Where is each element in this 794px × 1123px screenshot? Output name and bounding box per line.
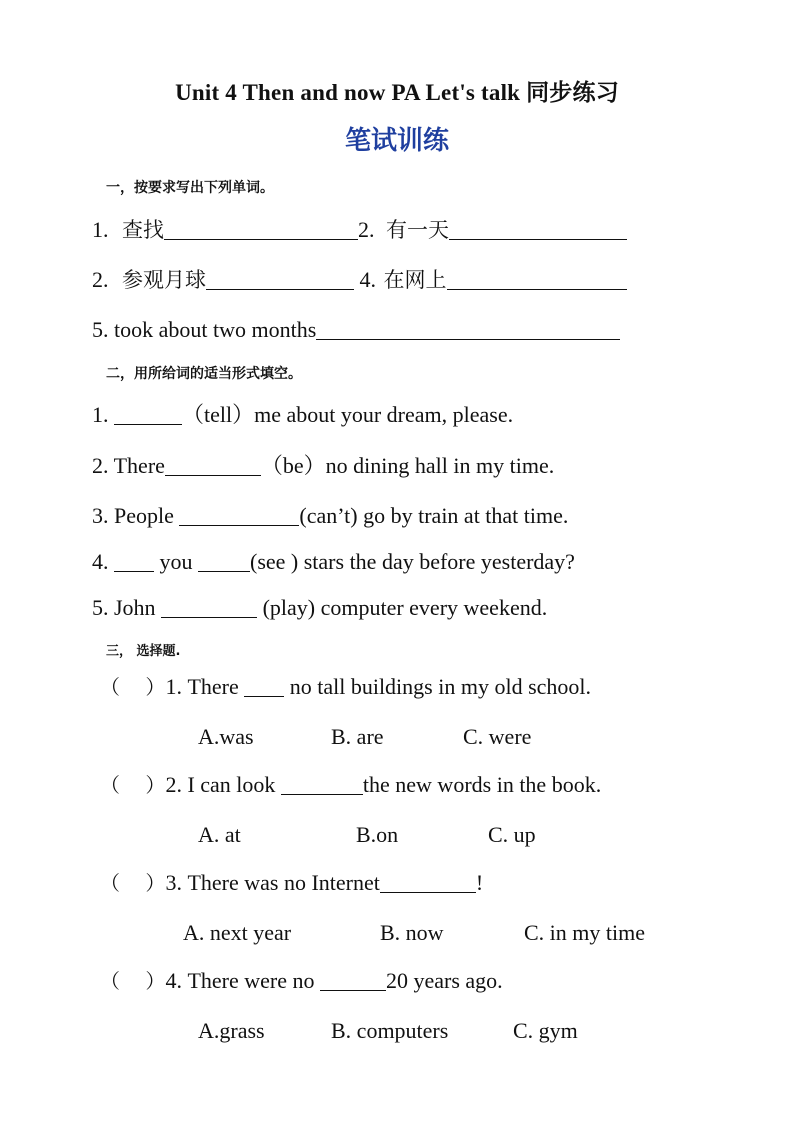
s2-item4-mid: you bbox=[159, 549, 193, 574]
s2-item-4 bbox=[92, 547, 575, 577]
s2-item-2 bbox=[92, 451, 554, 481]
s1-item5-blank[interactable] bbox=[316, 317, 620, 340]
s2-item2-blank[interactable] bbox=[165, 453, 261, 476]
s2-item2-after: （be）no dining hall in my time. bbox=[260, 453, 555, 478]
s1-row-2 bbox=[92, 265, 627, 295]
s2-item4-num: 4. bbox=[92, 549, 109, 574]
s3-q2-num: 2. bbox=[165, 772, 182, 797]
s3-q2-before: I can look bbox=[187, 772, 276, 797]
s3-q4-blank bbox=[320, 968, 386, 991]
s3-question-3 bbox=[100, 868, 483, 898]
s3-q4-answer-bracket[interactable]: （ ） bbox=[100, 969, 166, 993]
s3-q3-answer-bracket[interactable]: （ ） bbox=[100, 871, 166, 895]
s2-item3-num: 3. bbox=[92, 503, 109, 528]
s3-q1-option-a[interactable]: A.was bbox=[198, 724, 254, 749]
s1-item2-num: 2. bbox=[358, 217, 375, 242]
section2-heading: 二，用所给词的适当形式填空。 bbox=[106, 366, 302, 382]
s3-q1-blank bbox=[244, 674, 284, 697]
s1-item3-num: 2. bbox=[92, 267, 109, 292]
s1-item5-num: 5. bbox=[92, 317, 109, 342]
s2-item5-before: John bbox=[114, 595, 156, 620]
s3-q4-option-c[interactable]: C. gym bbox=[513, 1018, 578, 1043]
s3-q1-before: There bbox=[187, 674, 239, 699]
s3-q3-option-a[interactable]: A. next year bbox=[183, 920, 292, 945]
s1-row-1 bbox=[92, 215, 627, 245]
s2-item2-before: There bbox=[113, 453, 165, 478]
worksheet-subtitle: 笔试训练 bbox=[344, 126, 449, 156]
s1-item1-text: 查找 bbox=[122, 218, 164, 242]
section1-heading: 一，按要求写出下列单词。 bbox=[106, 180, 274, 196]
s3-q4-option-a[interactable]: A.grass bbox=[198, 1018, 265, 1043]
s3-q4-option-b[interactable]: B. computers bbox=[331, 1018, 449, 1043]
s3-question-1 bbox=[100, 672, 591, 702]
s3-q1-option-c[interactable]: C. were bbox=[463, 724, 532, 749]
s3-question-2 bbox=[100, 770, 601, 800]
s3-q2-answer-bracket[interactable]: （ ） bbox=[100, 773, 166, 797]
s3-q2-option-c[interactable]: C. up bbox=[488, 822, 536, 847]
s2-item1-after: （tell）me about your dream, please. bbox=[182, 402, 514, 427]
s3-q1-option-b[interactable]: B. are bbox=[331, 724, 384, 749]
s1-item4-blank[interactable] bbox=[447, 267, 627, 290]
s2-item1-num: 1. bbox=[92, 402, 109, 427]
s1-item5-text: took about two months bbox=[114, 317, 317, 342]
s2-item5-after: (play) computer every weekend. bbox=[262, 595, 548, 620]
s2-item3-blank[interactable] bbox=[179, 503, 299, 526]
s2-item3-after: (can’t) go by train at that time. bbox=[299, 503, 569, 528]
s3-q4-after: 20 years ago. bbox=[385, 968, 503, 993]
section3-heading: 三， 选择题. bbox=[106, 644, 181, 659]
s3-question-4 bbox=[100, 966, 503, 996]
s3-q4-before: There were no bbox=[187, 968, 315, 993]
s2-item5-blank[interactable] bbox=[161, 595, 257, 618]
s3-q1-answer-bracket[interactable]: （ ） bbox=[100, 675, 166, 699]
s3-q1-num: 1. bbox=[165, 674, 182, 699]
s1-item1-blank[interactable] bbox=[164, 217, 358, 240]
s3-q3-option-c[interactable]: C. in my time bbox=[524, 920, 645, 945]
s2-item3-before: People bbox=[114, 503, 174, 528]
s2-item-5 bbox=[92, 593, 547, 623]
s1-row-3 bbox=[92, 315, 620, 345]
s1-item3-blank[interactable] bbox=[206, 267, 354, 290]
s3-q3-num: 3. bbox=[165, 870, 182, 895]
s2-item5-num: 5. bbox=[92, 595, 109, 620]
s1-item3-text: 参观月球 bbox=[122, 268, 206, 292]
s3-q2-after: the new words in the book. bbox=[362, 772, 602, 797]
s1-item4-num: 4. bbox=[359, 267, 376, 292]
s1-item1-num: 1. bbox=[92, 217, 109, 242]
s3-q1-after: no tall buildings in my old school. bbox=[289, 674, 592, 699]
s2-item2-num: 2. bbox=[92, 453, 109, 478]
s2-item4-after: (see ) stars the day before yesterday? bbox=[250, 549, 575, 574]
s3-q3-option-b[interactable]: B. now bbox=[380, 920, 444, 945]
s3-q2-blank bbox=[281, 772, 363, 795]
s2-item-1 bbox=[92, 400, 513, 430]
s3-q3-before: There was no Internet bbox=[187, 870, 380, 895]
s2-item-3 bbox=[92, 501, 568, 531]
s3-q4-num: 4. bbox=[165, 968, 182, 993]
s2-item1-blank[interactable] bbox=[114, 402, 182, 425]
worksheet-title: Unit 4 Then and now PA Let's talk 同步练习 bbox=[175, 80, 619, 105]
s3-q3-blank bbox=[380, 870, 476, 893]
s1-item2-text: 有一天 bbox=[386, 218, 449, 242]
s3-q3-after: ! bbox=[475, 870, 484, 895]
s2-item4-blank2[interactable] bbox=[198, 549, 250, 572]
s3-q2-option-a[interactable]: A. at bbox=[198, 822, 241, 847]
s1-item4-text: 在网上 bbox=[383, 268, 447, 292]
s1-item2-blank[interactable] bbox=[449, 217, 627, 240]
s3-q2-option-b[interactable]: B.on bbox=[356, 822, 399, 847]
s2-item4-blank1[interactable] bbox=[114, 549, 154, 572]
